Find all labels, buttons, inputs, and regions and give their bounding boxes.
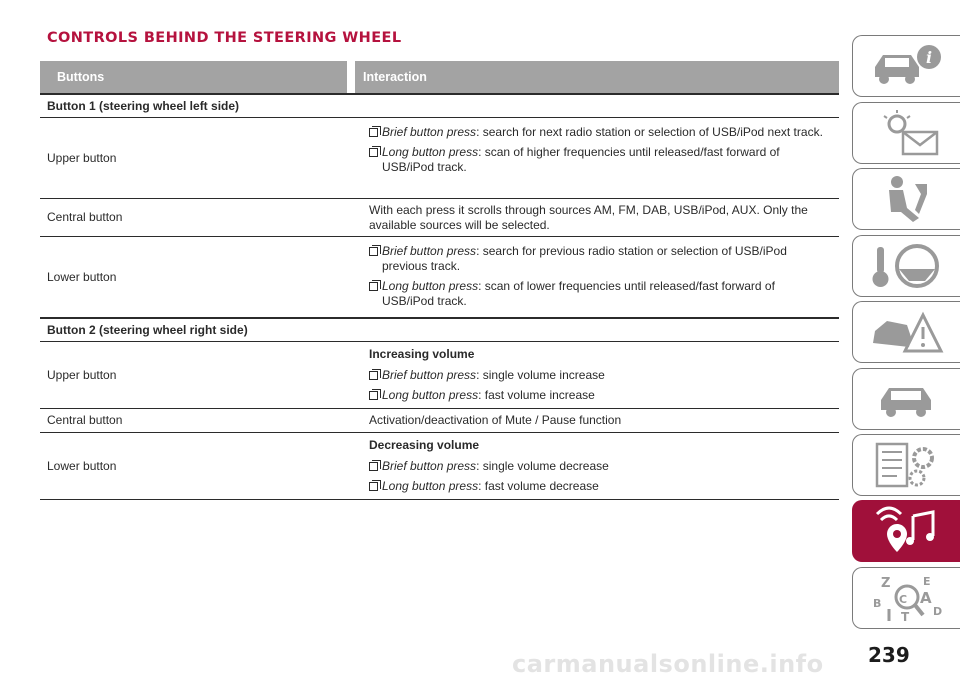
interaction-cell <box>355 409 839 432</box>
list-item: Brief button press: search for previous radio station or selection of USB/iPod previous track. <box>369 244 829 274</box>
list-item: Long button press: scan of higher frequencies until released/fast forward of USB/iPod track. <box>369 145 829 175</box>
table-row <box>40 408 839 432</box>
warning-light-message-icon <box>867 108 947 158</box>
key-steering-wheel-icon <box>867 241 947 291</box>
interaction-cell <box>355 199 839 236</box>
checkbox-bullet-icon <box>369 391 378 400</box>
technical-data-icon <box>867 440 947 490</box>
seat-safety-icon <box>867 174 947 224</box>
svg-text:T: T <box>900 610 909 623</box>
list-item: Long button press: fast volume increase <box>369 388 829 403</box>
tab-index[interactable] <box>852 567 960 629</box>
tab-starting-driving[interactable] <box>852 235 960 297</box>
button-cell: Upper button <box>47 367 117 382</box>
list-item: Brief button press: single volume decrease <box>369 459 829 474</box>
button-cell: Central button <box>47 413 123 427</box>
interaction-cell <box>355 118 839 198</box>
breakdown-icon <box>867 307 947 357</box>
checkbox-bullet-icon <box>369 482 378 491</box>
tab-emergency[interactable] <box>852 301 960 363</box>
controls-table <box>40 61 839 500</box>
table-header <box>40 61 839 93</box>
button-cell: Lower button <box>47 269 117 284</box>
button-cell: Central button <box>47 210 123 224</box>
table-row <box>40 341 839 408</box>
tab-safety[interactable] <box>852 168 960 230</box>
car-maintenance-icon <box>867 374 947 424</box>
svg-text:C: C <box>898 593 907 606</box>
tab-technical-data[interactable] <box>852 434 960 496</box>
table-row <box>40 236 839 317</box>
interaction-text: With each press it scrolls through sources AM, FM, DAB, USB/iPod, AUX. Only the available sources will be selected. <box>369 203 808 232</box>
interaction-cell <box>355 342 839 408</box>
list-item: Brief button press: single volume increase <box>369 368 829 383</box>
svg-text:Z: Z <box>880 576 890 591</box>
checkbox-bullet-icon <box>369 247 378 256</box>
button-cell: Upper button <box>47 150 117 165</box>
tab-multimedia[interactable] <box>852 500 960 562</box>
checkbox-bullet-icon <box>369 462 378 471</box>
checkbox-bullet-icon <box>369 282 378 291</box>
watermark: carmanualsonline.info <box>512 650 824 678</box>
tab-warning-lights[interactable] <box>852 102 960 164</box>
group-title-right: Button 2 (steering wheel right side) <box>40 317 839 341</box>
page-number: 239 <box>868 643 910 667</box>
multimedia-icon <box>867 506 947 556</box>
svg-text:B: B <box>872 597 881 610</box>
interaction-subtitle: Decreasing volume <box>369 438 480 452</box>
index-icon <box>867 573 947 623</box>
checkbox-bullet-icon <box>369 148 378 157</box>
interaction-text: Activation/deactivation of Mute / Pause function <box>369 413 622 427</box>
page-title: CONTROLS BEHIND THE STEERING WHEEL <box>47 30 402 46</box>
svg-text:E: E <box>922 575 931 588</box>
interaction-subtitle: Increasing volume <box>369 347 475 361</box>
table-bottom-rule <box>40 499 839 500</box>
table-row <box>40 198 839 236</box>
table-row <box>40 432 839 499</box>
tab-servicing[interactable] <box>852 368 960 430</box>
list-item: Brief button press: search for next radio station or selection of USB/iPod next track. <box>369 125 829 140</box>
list-item: Long button press: scan of lower frequencies until released/fast forward of USB/iPod track. <box>369 279 829 309</box>
checkbox-bullet-icon <box>369 371 378 380</box>
table-row <box>40 117 839 198</box>
svg-text:i: i <box>925 48 932 67</box>
svg-text:D: D <box>932 605 942 618</box>
interaction-cell <box>355 433 839 499</box>
header-buttons: Buttons <box>40 61 347 93</box>
group-title-left: Button 1 (steering wheel left side) <box>40 93 839 117</box>
svg-text:A: A <box>919 589 932 607</box>
interaction-cell <box>355 237 839 317</box>
list-item: Long button press: fast volume decrease <box>369 479 829 494</box>
button-cell: Lower button <box>47 458 117 473</box>
car-info-icon <box>867 41 947 91</box>
checkbox-bullet-icon <box>369 128 378 137</box>
tab-car-info[interactable] <box>852 35 960 97</box>
header-interaction: Interaction <box>355 61 839 93</box>
